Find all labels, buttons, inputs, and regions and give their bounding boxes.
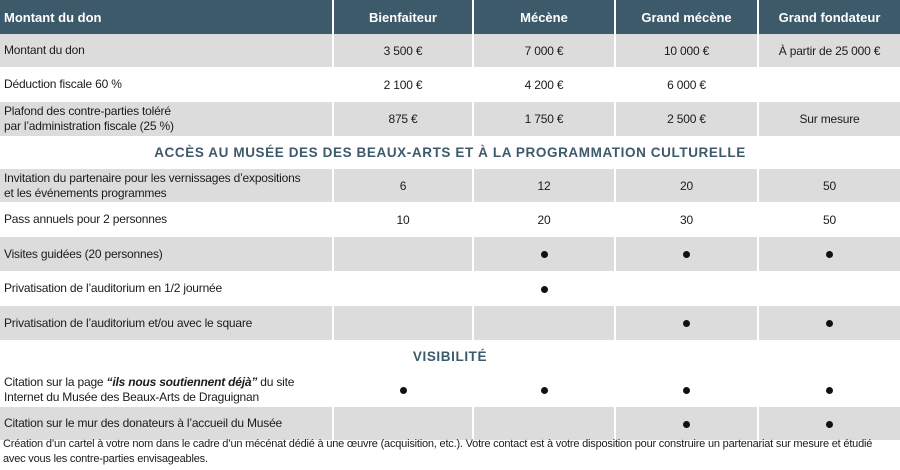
cell-dot	[615, 272, 758, 306]
row-donation-amount	[0, 34, 900, 68]
cell-value: 10 000 €	[615, 34, 758, 68]
cell-dot	[333, 306, 473, 341]
row-label-line1: Plafond des contre-parties toléré	[4, 104, 171, 118]
cell-value: 6	[333, 169, 473, 203]
cell-value: 2 100 €	[333, 68, 473, 102]
section-title-visibility: VISIBILITÉ	[0, 341, 900, 373]
row-label	[0, 102, 333, 137]
cell-dot	[333, 407, 473, 441]
cell-dot	[758, 407, 900, 441]
cell-value: 30	[615, 203, 758, 237]
row-label: Visites guidées (20 personnes)	[0, 237, 333, 272]
cell-value: 6 000 €	[615, 68, 758, 102]
row-donor-wall	[0, 407, 900, 441]
cell-dot	[473, 237, 615, 272]
cell-value: 875 €	[333, 102, 473, 137]
row-invitations	[0, 169, 900, 203]
row-auditorium-square	[0, 306, 900, 341]
cell-dot	[473, 373, 615, 407]
row-website-citation	[0, 373, 900, 407]
row-label-emphasis: “ils nous soutiennent déjà”	[106, 374, 258, 389]
row-label: Privatisation de l’auditorium en 1/2 journée	[0, 272, 333, 306]
row-counterpart-ceiling	[0, 102, 900, 137]
cell-value: 50	[758, 203, 900, 237]
row-label-line2: par l’administration fiscale (25 %)	[4, 119, 174, 133]
bullet-dot-icon	[541, 387, 548, 394]
section-access-row	[0, 137, 900, 169]
row-label	[0, 373, 333, 407]
cell-dot	[615, 407, 758, 441]
row-guided-tours	[0, 237, 900, 272]
cell-dot	[473, 272, 615, 306]
bullet-dot-icon	[826, 251, 833, 258]
section-visibility-row	[0, 341, 900, 373]
row-label-post: du site	[257, 374, 295, 389]
header-grand-mecene: Grand mécène	[615, 0, 758, 34]
cell-value: 4 200 €	[473, 68, 615, 102]
header-donation-amount: Montant du don	[0, 0, 333, 34]
cell-dot	[615, 237, 758, 272]
bullet-dot-icon	[683, 421, 690, 428]
footnote: Création d’un cartel à votre nom dans le cadre d’un mécénat dédié à une œuvre (acquisition, etc.). Votre contact est à votre disposition pour construire un partenariat sur mesure et étudié avec vous les contre-parties envisageables.	[3, 438, 873, 465]
row-label	[0, 169, 333, 203]
cell-value: Sur mesure	[758, 102, 900, 137]
bullet-dot-icon	[683, 251, 690, 258]
cell-value: À partir de 25 000 €	[758, 34, 900, 68]
bullet-dot-icon	[826, 320, 833, 327]
row-label: Déduction fiscale 60 %	[0, 68, 333, 102]
bullet-dot-icon	[683, 387, 690, 394]
cell-value: 12	[473, 169, 615, 203]
cell-dot	[758, 373, 900, 407]
bullet-dot-icon	[400, 387, 407, 394]
bullet-dot-icon	[826, 421, 833, 428]
row-label-line2: Internet du Musée des Beaux-Arts de Draguignan	[4, 389, 259, 404]
section-title-access: ACCÈS AU MUSÉE DES DES BEAUX-ARTS ET À LA PROGRAMMATION CULTURELLE	[0, 137, 900, 169]
cell-dot	[758, 306, 900, 341]
cell-dot	[615, 306, 758, 341]
cell-dot	[333, 373, 473, 407]
header-grand-fondateur: Grand fondateur	[758, 0, 900, 34]
bullet-dot-icon	[826, 387, 833, 394]
row-annual-pass	[0, 203, 900, 237]
row-auditorium-half-day	[0, 272, 900, 306]
header-bienfaiteur: Bienfaiteur	[333, 0, 473, 34]
cell-dot	[758, 272, 900, 306]
row-tax-deduction	[0, 68, 900, 102]
cell-value	[758, 68, 900, 102]
row-label: Citation sur le mur des donateurs à l’accueil du Musée	[0, 407, 333, 441]
cell-value: 50	[758, 169, 900, 203]
cell-dot	[333, 237, 473, 272]
header-mecene: Mécène	[473, 0, 615, 34]
cell-value: 3 500 €	[333, 34, 473, 68]
header-row	[0, 0, 900, 34]
bullet-dot-icon	[541, 286, 548, 293]
row-label-pre: Citation sur la page	[4, 374, 107, 389]
row-label: Montant du don	[0, 34, 333, 68]
row-label-line1: Invitation du partenaire pour les vernissages d’expositions	[4, 170, 301, 185]
cell-value: 1 750 €	[473, 102, 615, 137]
cell-dot	[473, 407, 615, 441]
row-label-line2: et les événements programmes	[4, 185, 167, 200]
row-label: Privatisation de l’auditorium et/ou avec le square	[0, 306, 333, 341]
bullet-dot-icon	[683, 320, 690, 327]
cell-value: 10	[333, 203, 473, 237]
cell-dot	[758, 237, 900, 272]
cell-value: 20	[615, 169, 758, 203]
row-label: Pass annuels pour 2 personnes	[0, 203, 333, 237]
bullet-dot-icon	[541, 251, 548, 258]
cell-value: 20	[473, 203, 615, 237]
cell-value: 2 500 €	[615, 102, 758, 137]
cell-dot	[473, 306, 615, 341]
cell-value: 7 000 €	[473, 34, 615, 68]
cell-dot	[333, 272, 473, 306]
cell-dot	[615, 373, 758, 407]
